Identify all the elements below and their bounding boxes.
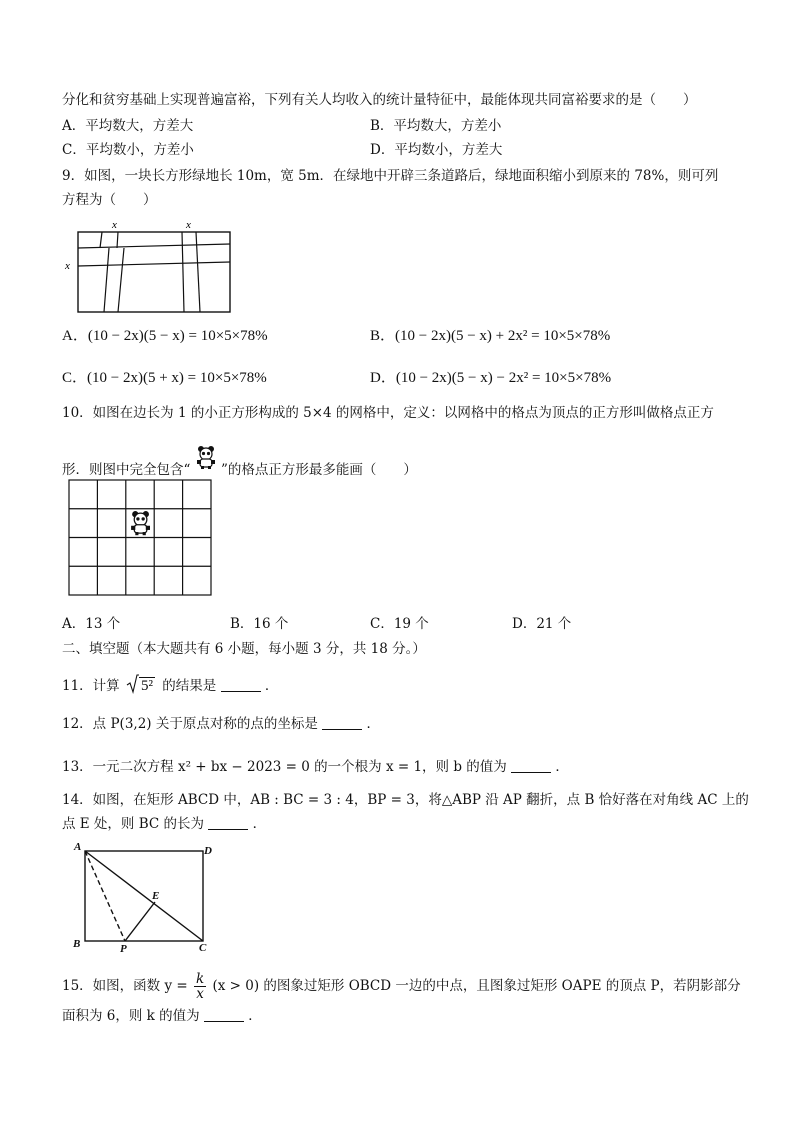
fraction-numerator: k: [196, 971, 205, 987]
q11-end: ．: [264, 678, 279, 694]
q14-stem-line1: 14．如图，在矩形 ABCD 中，AB : BC = 3 : 4，BP = 3，将△ABP 沿 AP 翻折，点 B 恰好落在对角线 AC 上的: [62, 792, 749, 808]
q14-label-b: B: [73, 938, 81, 950]
q13-answer-blank: [511, 758, 551, 773]
q8-option-c: C．平均数小，方差小: [62, 142, 194, 158]
q8-option-b: B．平均数大，方差小: [370, 118, 502, 134]
q10-option-c: C．19 个: [370, 616, 429, 632]
q9-stem-line1: 9．如图，一块长方形绿地长 10m，宽 5m．在绿地中开辟三条道路后，绿地面积缩小到原来的 78%，则可列: [62, 168, 719, 184]
fraction-denominator: x: [196, 986, 204, 1002]
q14-label-a: A: [74, 841, 82, 853]
q9-stem-line2: 方程为（ ）: [62, 192, 157, 208]
sqrt-expression: [127, 674, 155, 696]
q15-pre: 15．如图，函数 y =: [62, 978, 188, 994]
q10-option-a: A．13 个: [62, 616, 121, 632]
q15-post: (x > 0) 的图象过矩形 OBCD 一边的中点，且图象过矩形 OAPE 的顶点 P，若阴影部分: [212, 978, 741, 994]
q10-grid-figure: [68, 479, 213, 597]
q9-option-a: A．(10 − 2x)(5 − x) = 10×5×78%: [62, 328, 268, 344]
q15-line2: [62, 1006, 262, 1026]
q10-stem-line1: 10．如图在边长为 1 的小正方形构成的 5×4 的网格中，定义：以网格中的格点为顶点的正方形叫做格点正方: [62, 405, 714, 421]
q14-label-e: E: [152, 890, 160, 902]
q14-label-c: C: [199, 942, 207, 954]
grid-panda-icon: [131, 511, 150, 535]
q10-stem-post: ”的格点正方形最多能画（ ）: [221, 462, 417, 478]
q13-end: ．: [555, 759, 569, 775]
q8-option-a: A．平均数大，方差大: [62, 118, 194, 134]
q12-text: 12．点 P(3,2) 关于原点对称的点的坐标是: [62, 716, 318, 732]
q9-option-c: C．(10 − 2x)(5 + x) = 10×5×78%: [62, 370, 267, 386]
q13-text: 13．一元二次方程 x² + bx − 2023 = 0 的一个根为 x = 1，则 b 的值为: [62, 759, 507, 775]
q12-answer-blank: [322, 715, 362, 730]
q15-end: ．: [248, 1008, 262, 1024]
q11-answer-blank: [221, 677, 261, 692]
sqrt-radicand: 5²: [140, 678, 153, 694]
q11-line: [62, 674, 278, 696]
q9-label-x-top2: x: [186, 219, 191, 231]
q8-option-d: D．平均数小，方差大: [370, 142, 503, 158]
q14-end: ．: [252, 816, 267, 832]
q9-label-x-left: x: [65, 260, 70, 272]
q14-stem-line2: [62, 814, 266, 834]
q11-post: 的结果是: [162, 678, 217, 694]
q9-road-figure: [62, 218, 242, 318]
q12-end: ．: [366, 716, 380, 732]
q10-stem-pre: 形．则图中完全包含“: [62, 462, 191, 478]
q10-option-b: B．16 个: [230, 616, 289, 632]
panda-icon: [195, 444, 217, 470]
q12-line: [62, 714, 380, 734]
q15-line1: [62, 972, 741, 1001]
q10-option-d: D．21 个: [512, 616, 572, 632]
q14-answer-blank: [208, 815, 248, 830]
section-heading: 二、填空题（本大题共有 6 小题，每小题 3 分，共 18 分。）: [62, 641, 426, 657]
q14-label-d: D: [204, 845, 212, 857]
q13-line: [62, 757, 569, 777]
q8-stem: 分化和贫穷基础上实现普遍富裕，下列有关人均收入的统计量特征中，最能体现共同富裕要求的是（ ）: [62, 92, 697, 108]
q9-option-d: D．(10 − 2x)(5 − x) − 2x² = 10×5×78%: [370, 370, 612, 386]
q15-text2: 面积为 6，则 k 的值为: [62, 1008, 200, 1024]
q10-stem-line2: [62, 444, 417, 480]
fraction-k-over-x: [194, 972, 206, 1001]
sqrt-sign-icon: [127, 674, 139, 694]
q14-text: 点 E 处，则 BC 的长为: [62, 816, 205, 832]
q9-label-x-top1: x: [112, 219, 117, 231]
q14-rectangle-figure: [68, 838, 218, 956]
q11-pre: 11．计算: [62, 678, 120, 694]
q14-label-p: P: [120, 943, 127, 955]
q9-option-b: B．(10 − 2x)(5 − x) + 2x² = 10×5×78%: [370, 328, 611, 344]
q15-answer-blank: [204, 1007, 244, 1022]
